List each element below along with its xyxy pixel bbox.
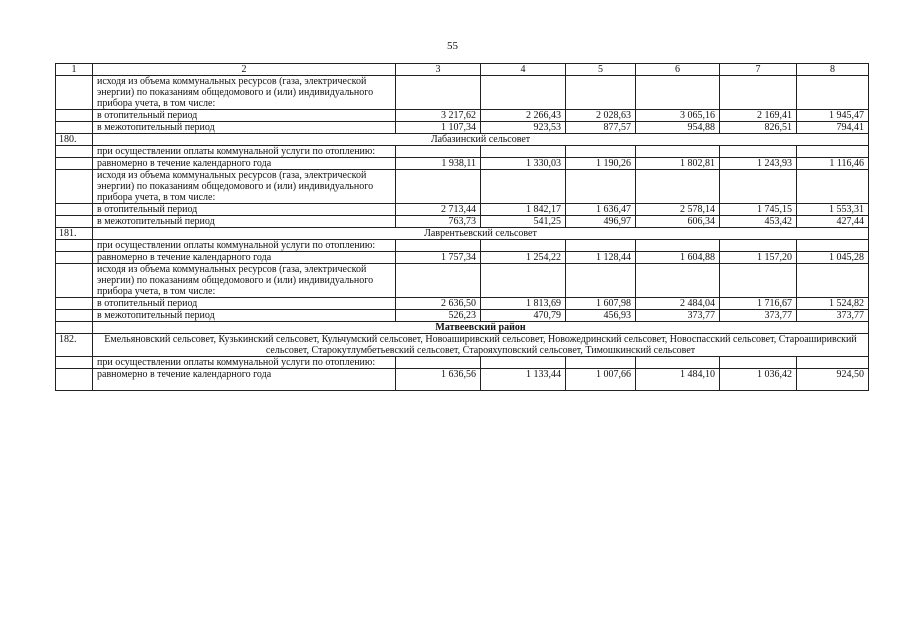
section-row [56,334,869,357]
table-row [56,298,869,310]
row-label: в межотопительный период [93,310,396,322]
cell-value: 794,41 [797,122,869,134]
cell-value: 923,53 [481,122,566,134]
table-row [56,240,869,252]
column-header: 6 [636,64,720,76]
cell-value: 1 484,10 [636,369,720,391]
section-row [56,228,869,240]
cell-value: 470,79 [481,310,566,322]
table-row [56,369,869,391]
section-title: Лаврентьевский сельсовет [93,228,869,240]
cell-value: 1 813,69 [481,298,566,310]
section-row [56,134,869,146]
cell-value: 453,42 [720,216,797,228]
cell-value: 373,77 [636,310,720,322]
cell-value: 373,77 [797,310,869,322]
column-header: 1 [56,64,93,76]
row-label: равномерно в течение календарного года [93,158,396,170]
table-row [56,310,869,322]
row-label: равномерно в течение календарного года [93,252,396,264]
cell-value: 2 266,43 [481,110,566,122]
cell-value: 954,88 [636,122,720,134]
row-label: исходя из объема коммунальных ресурсов (газа, электрической энергии) по показаниям общедомового и (или) индивидуального прибора учета, в том числе: [93,264,396,298]
table-row [56,252,869,264]
cell-value: 373,77 [720,310,797,322]
row-label: равномерно в течение календарного года [93,369,396,391]
cell-value: 1 938,11 [396,158,481,170]
cell-value: 877,57 [566,122,636,134]
section-index: 182. [56,334,93,357]
cell-value: 1 636,56 [396,369,481,391]
cell-value: 1 945,47 [797,110,869,122]
cell-value: 1 636,47 [566,204,636,216]
cell-value: 3 217,62 [396,110,481,122]
tariff-table [55,63,869,391]
cell-value: 1 757,34 [396,252,481,264]
cell-value: 1 036,42 [720,369,797,391]
column-number-row [56,64,869,76]
cell-value: 1 607,98 [566,298,636,310]
row-label: при осуществлении оплаты коммунальной услуги по отоплению: [93,240,396,252]
district-title: Матвеевский район [93,322,869,334]
cell-value: 1 745,15 [720,204,797,216]
row-label: в отопительный период [93,298,396,310]
table-row [56,146,869,158]
cell-value: 2 713,44 [396,204,481,216]
table-row [56,204,869,216]
column-header: 5 [566,64,636,76]
section-index: 180. [56,134,93,146]
cell-value: 1 254,22 [481,252,566,264]
table-row [56,110,869,122]
cell-value: 826,51 [720,122,797,134]
column-header: 7 [720,64,797,76]
cell-value: 1 157,20 [720,252,797,264]
cell-value: 1 842,17 [481,204,566,216]
table-row [56,264,869,298]
cell-value: 1 330,03 [481,158,566,170]
section-title: Лабазинский сельсовет [93,134,869,146]
table-row [56,357,869,369]
cell-value: 456,93 [566,310,636,322]
cell-value: 763,73 [396,216,481,228]
column-header: 4 [481,64,566,76]
cell-value: 541,25 [481,216,566,228]
row-label: в отопительный период [93,110,396,122]
cell-value: 1 604,88 [636,252,720,264]
table-row [56,170,869,204]
row-label: в отопительный период [93,204,396,216]
cell-value: 2 028,63 [566,110,636,122]
table-row [56,216,869,228]
cell-value: 1 133,44 [481,369,566,391]
column-header: 2 [93,64,396,76]
cell-value: 1 116,46 [797,158,869,170]
cell-value: 1 524,82 [797,298,869,310]
cell-value: 924,50 [797,369,869,391]
row-label: при осуществлении оплаты коммунальной услуги по отоплению: [93,357,396,369]
cell-value: 2 169,41 [720,110,797,122]
cell-value: 1 716,67 [720,298,797,310]
cell-value: 1 128,44 [566,252,636,264]
row-label: исходя из объема коммунальных ресурсов (газа, электрической энергии) по показаниям общедомового и (или) индивидуального прибора учета, в том числе: [93,170,396,204]
row-label: при осуществлении оплаты коммунальной услуги по отоплению: [93,146,396,158]
cell-value: 1 007,66 [566,369,636,391]
table-row [56,122,869,134]
table-row [56,76,869,110]
cell-value: 1 802,81 [636,158,720,170]
cell-value: 1 190,26 [566,158,636,170]
row-label: в межотопительный период [93,216,396,228]
cell-value: 2 484,04 [636,298,720,310]
cell-value: 1 553,31 [797,204,869,216]
cell-value: 2 636,50 [396,298,481,310]
column-header: 8 [797,64,869,76]
cell-value: 1 243,93 [720,158,797,170]
cell-value: 2 578,14 [636,204,720,216]
district-row [56,322,869,334]
cell-value: 3 065,16 [636,110,720,122]
cell-value: 526,23 [396,310,481,322]
column-header: 3 [396,64,481,76]
page-number: 55 [447,40,458,52]
cell-value: 496,97 [566,216,636,228]
cell-value: 427,44 [797,216,869,228]
cell-value: 1 045,28 [797,252,869,264]
row-label: в межотопительный период [93,122,396,134]
cell-value: 606,34 [636,216,720,228]
section-index: 181. [56,228,93,240]
cell-value: 1 107,34 [396,122,481,134]
table-row [56,158,869,170]
row-label: исходя из объема коммунальных ресурсов (газа, электрической энергии) по показаниям общедомового и (или) индивидуального прибора учета, в том числе: [93,76,396,110]
section-title: Емельяновский сельсовет, Кузькинский сельсовет, Кульчумский сельсовет, Новоаширивский сельсовет, Новожедринский сельсовет, Новоспасский сельсовет, Староаширивский сельсовет, Старокутлумбетьевский сельсовет, Старояхуповский сельсовет, Тимошкинский сельсовет [93,334,869,357]
